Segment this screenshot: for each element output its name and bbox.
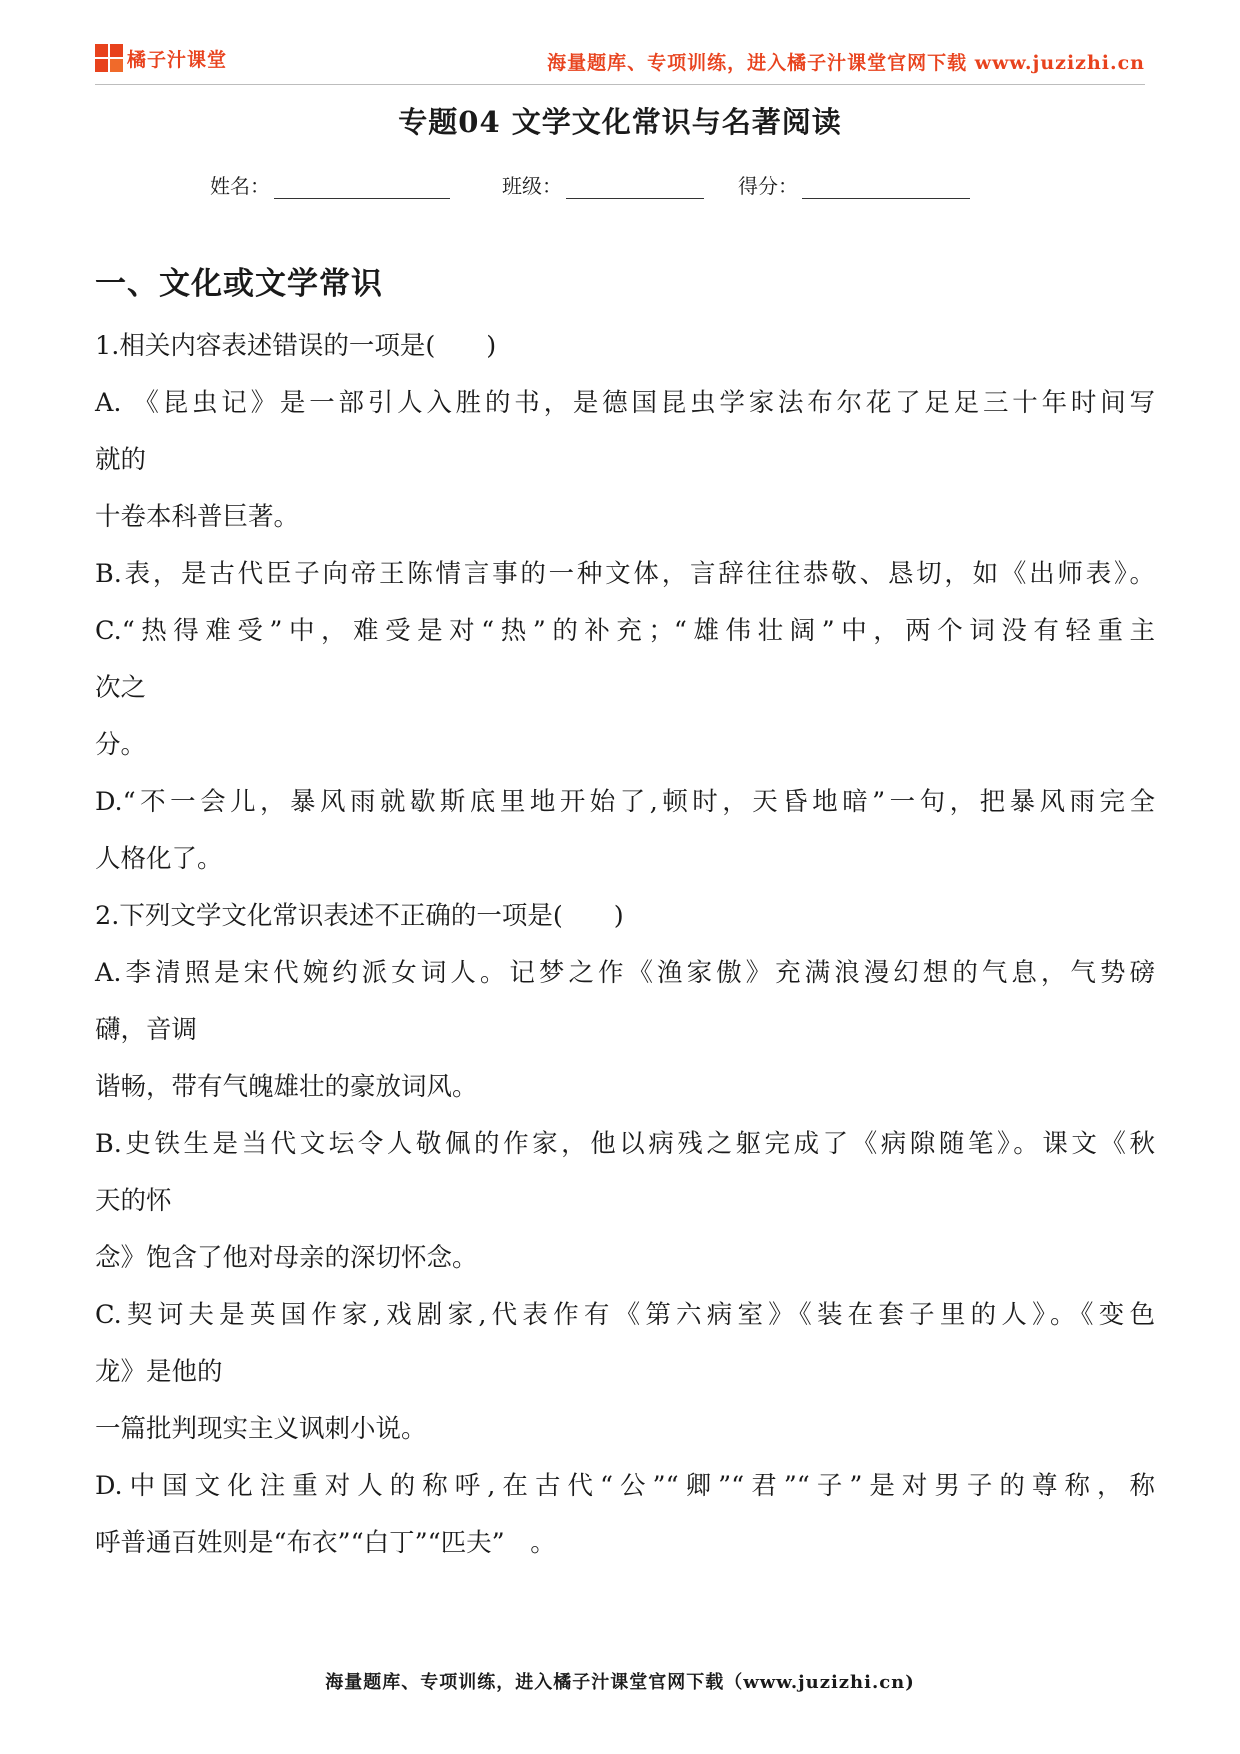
question-content: [95, 318, 1155, 1572]
option-line: 分。: [95, 730, 147, 760]
score-blank: [802, 174, 970, 199]
document-title: 专题04 文学文化常识与名著阅读: [398, 105, 842, 139]
option-line: D.中国文化注重对人的称呼,在古代“公”“卿”“君”“子”是对男子的尊称，称: [95, 1471, 1155, 1501]
section-heading: 一、文化或文学常识: [95, 266, 383, 302]
option-line: 礴，音调: [95, 1015, 198, 1045]
option-line: B.表，是古代臣子向帝王陈情言事的一种文体，言辞往往恭敬、恳切，如《出师表》。: [95, 559, 1155, 589]
name-blank: [274, 174, 450, 199]
page-footer: 海量题库、专项训练，进入橘子汁课堂官网下载（www.juzizhi.cn): [325, 1672, 915, 1693]
brand-logo: [95, 44, 227, 72]
option-line: D.“不一会儿，暴风雨就歇斯底里地开始了,顿时，天昏地暗”一句，把暴风雨完全: [95, 787, 1155, 817]
option-line: 呼普通百姓则是“布衣”“白丁”“匹夫” 。: [95, 1528, 556, 1558]
header-promo-text: 海量题库、专项训练，进入橘子汁课堂官网下载 www.juzizhi.cn: [547, 52, 1145, 74]
score-label: 得分：: [738, 174, 798, 198]
option-line: 谐畅，带有气魄雄壮的豪放词风。: [95, 1072, 478, 1102]
option-line: 天的怀: [95, 1186, 172, 1216]
name-label: 姓名：: [210, 174, 270, 198]
option-line: 一篇批判现实主义讽刺小说。: [95, 1414, 427, 1444]
logo-text: 橘子汁课堂: [127, 48, 228, 71]
option-line: 人格化了。: [95, 844, 223, 874]
class-label: 班级：: [502, 174, 562, 198]
class-blank: [566, 174, 704, 199]
class-field: [502, 170, 704, 199]
option-line: 龙》是他的: [95, 1357, 223, 1387]
option-line: 就的: [95, 445, 147, 475]
option-line: 次之: [95, 673, 147, 703]
option-line: B.史铁生是当代文坛令人敬佩的作家，他以病残之躯完成了《病隙随笔》。课文《秋: [95, 1129, 1155, 1159]
question-2-stem: 2.下列文学文化常识表述不正确的一项是( ): [95, 901, 624, 931]
logo-icon: [95, 44, 123, 72]
option-line: 念》饱含了他对母亲的深切怀念。: [95, 1243, 478, 1273]
name-field: [210, 170, 450, 199]
student-info-row: [210, 170, 970, 199]
option-line: A. 《昆虫记》是一部引人入胜的书，是德国昆虫学家法布尔花了足足三十年时间写: [95, 388, 1155, 418]
score-field: [738, 170, 970, 199]
page-header: [95, 40, 1145, 85]
question-1-stem: 1.相关内容表述错误的一项是( ): [95, 331, 497, 361]
option-line: 十卷本科普巨著。: [95, 502, 300, 532]
option-line: C.“热得难受”中，难受是对“热”的补充；“雄伟壮阔”中，两个词没有轻重主: [95, 616, 1155, 646]
option-line: A.李清照是宋代婉约派女词人。记梦之作《渔家傲》充满浪漫幻想的气息，气势磅: [95, 958, 1155, 988]
option-line: C.契诃夫是英国作家,戏剧家,代表作有《第六病室》《装在套子里的人》。《变色: [95, 1300, 1155, 1330]
